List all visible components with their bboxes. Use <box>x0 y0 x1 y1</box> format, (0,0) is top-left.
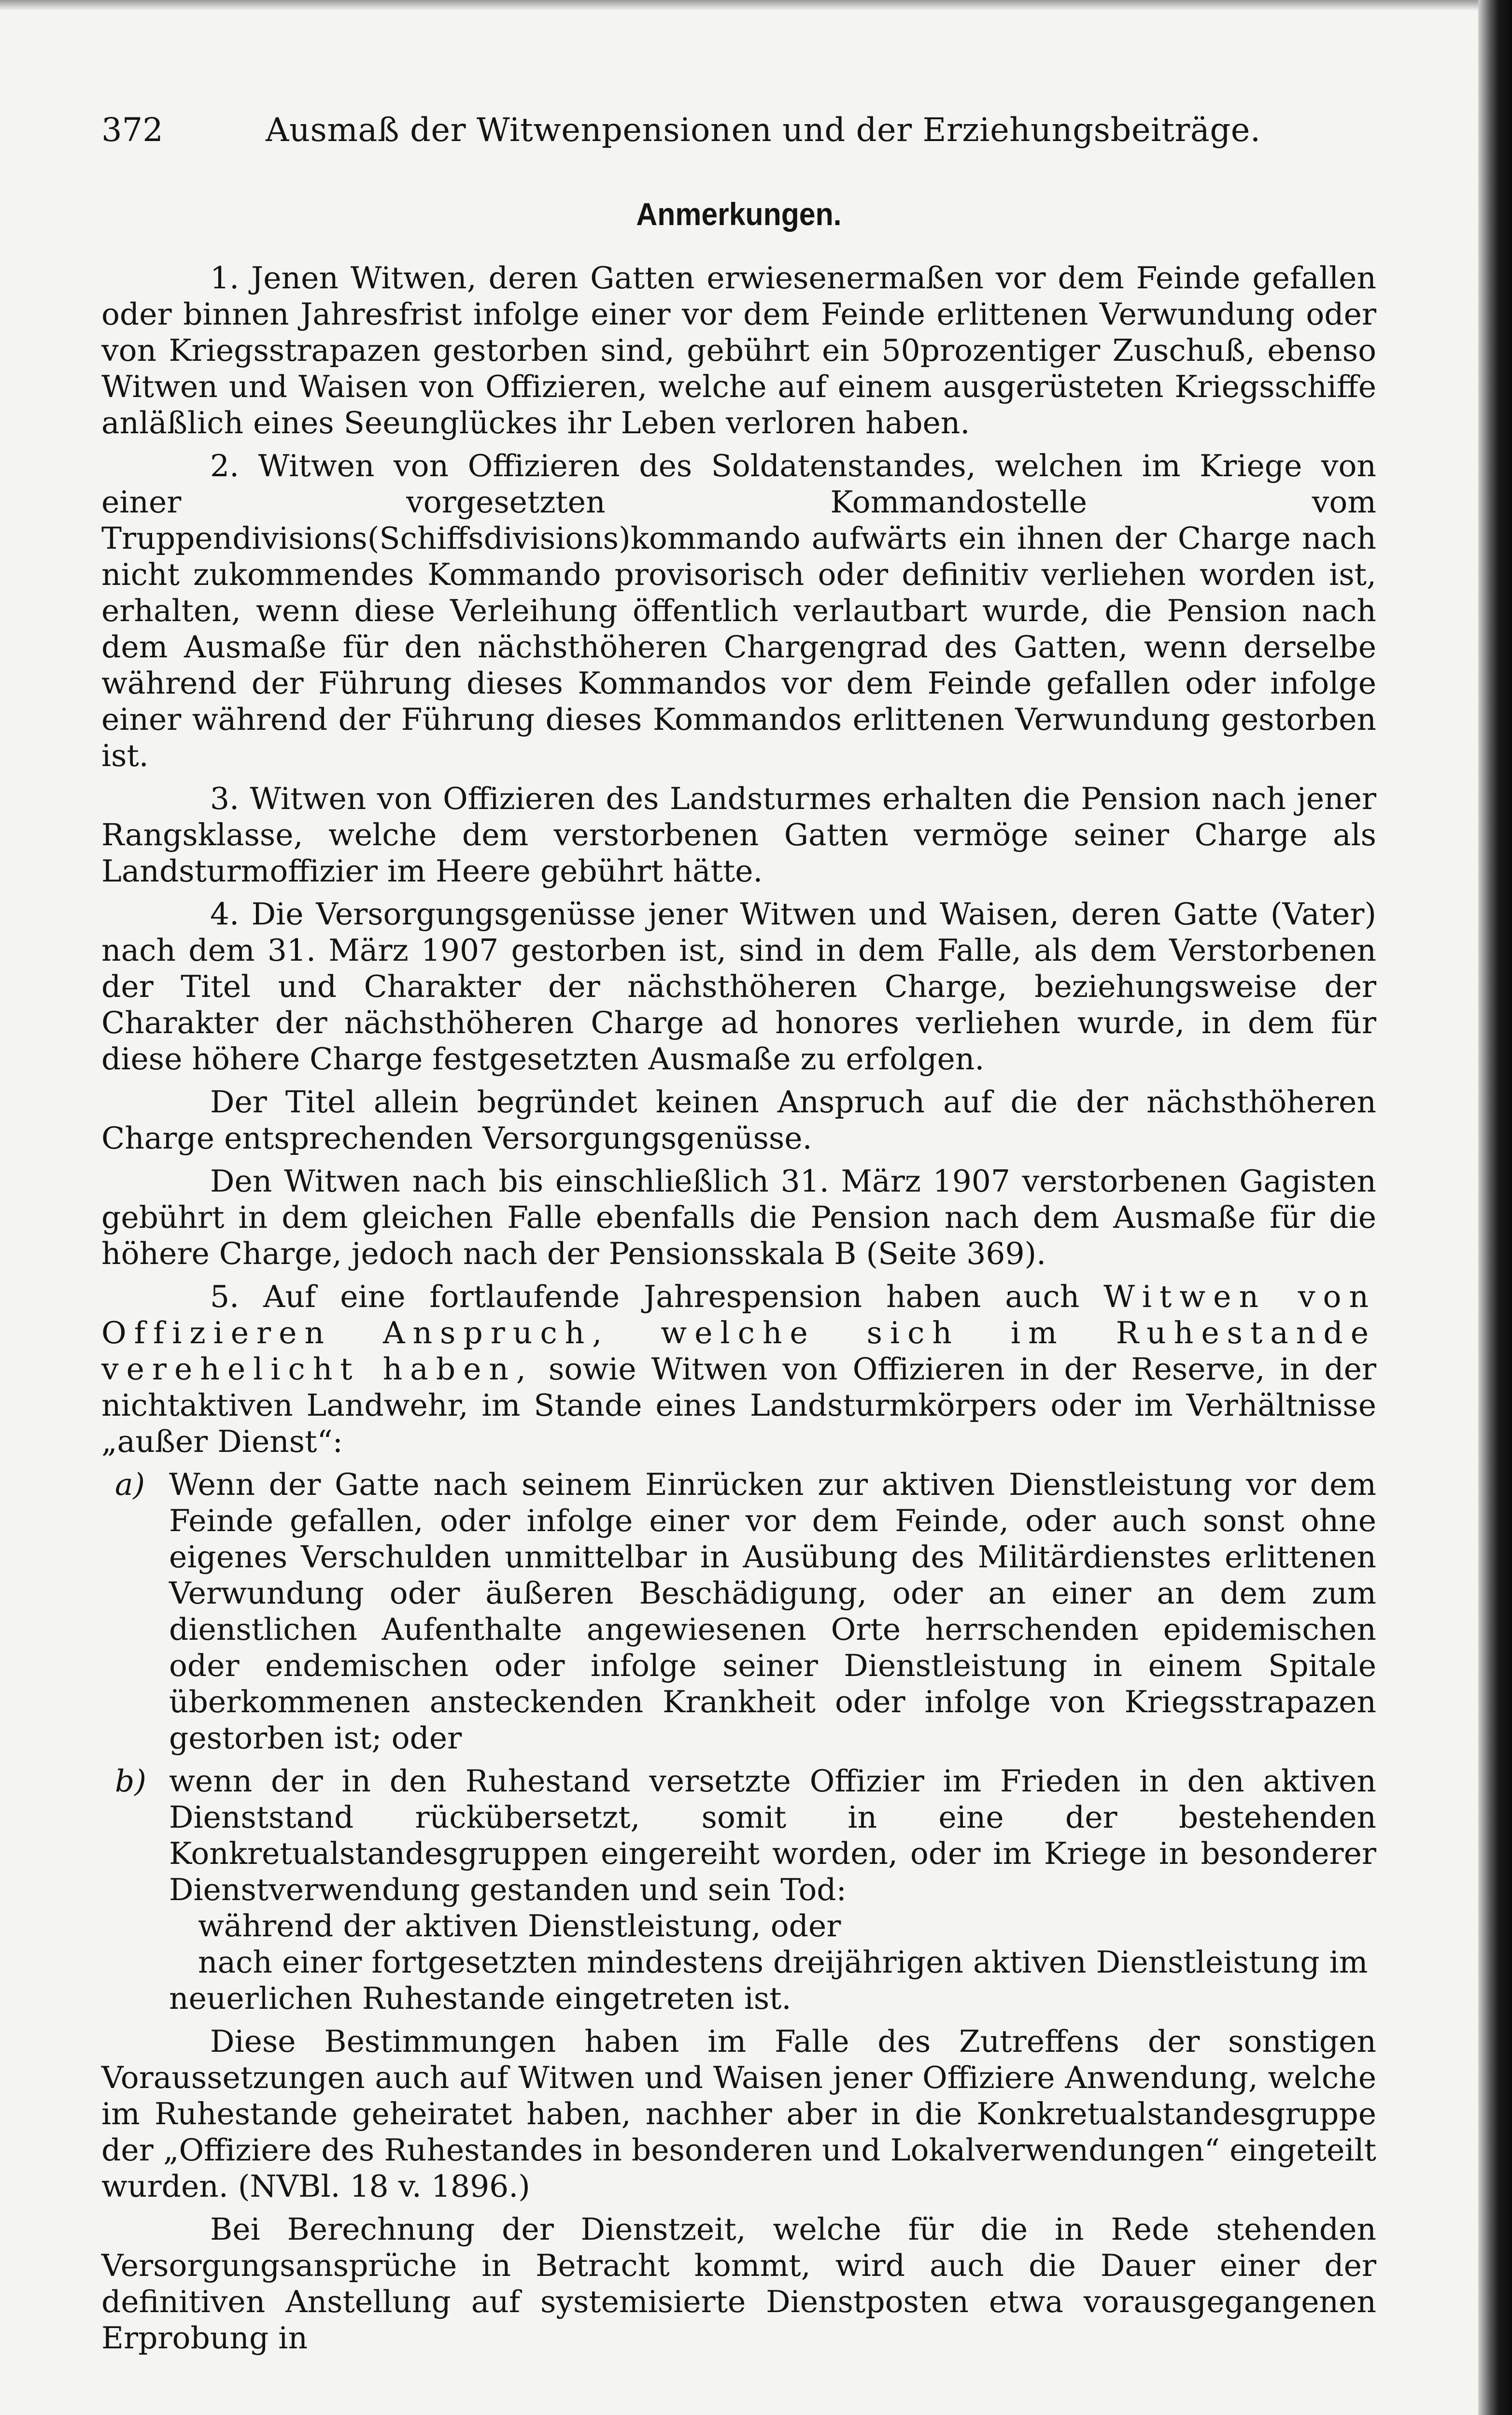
note-3: 3. Witwen von Offizieren des Landsturmes erhalten die Pension nach jener Rangsklasse, welche dem verstorbenen Gatten vermöge seiner Charge als Landsturmoffizier im Heere gebührt hätte. <box>101 781 1376 889</box>
scan-page-edge <box>1478 0 1512 2415</box>
item-b-label: b) <box>115 1763 146 1799</box>
page-number: 372 <box>101 111 163 149</box>
item-b-line-1: während der aktiven Dienstleistung, oder <box>198 1908 841 1944</box>
item-a <box>101 1466 1376 1756</box>
note-1: 1. Jenen Witwen, deren Gatten erwiesenermaßen vor dem Feinde gefallen oder binnen Jahresfrist infolge einer vor dem Feinde erlittenen Verwundung oder von Kriegsstrapazen gestorben sind, gebührt ein 50prozentiger Zuschuß, ebenso Witwen und Waisen von Offizieren, welche auf einem ausgerüsteten Kriegsschiffe anläßlich eines Seeunglückes ihr Leben verloren haben. <box>101 260 1376 440</box>
notes-body <box>101 260 1376 2363</box>
running-header <box>101 108 1376 152</box>
scan-top-edge <box>0 0 1512 11</box>
running-title: Ausmaß der Witwenpensionen und der Erziehungsbeiträge. <box>266 111 1261 149</box>
note-4-titel: Der Titel allein begründet keinen Anspruch auf die der nächsthöheren Charge entsprechenden Versorgungsgenüsse. <box>101 1084 1376 1156</box>
note-5-spaced: Witwen von Offizieren Anspruch, welche sich im Ruhestande verehelicht haben, <box>101 1279 1376 1387</box>
note-5 <box>101 1279 1376 1460</box>
note-bestimmungen: Diese Bestimmungen haben im Falle des Zutreffens der sonstigen Voraussetzungen auch auf Witwen und Waisen jener Offiziere Anwendung, welche im Ruhestande geheiratet haben, nachher aber in die Konkretualstandesgruppe der „Offiziere des Ruhestandes in besonderen und Lokalverwendungen“ eingeteilt wurden. (NVBl. 18 v. 1896.) <box>101 2024 1376 2204</box>
item-b-text: wenn der in den Ruhestand versetzte Offizier im Frieden in den aktiven Dienststand rückübersetzt, somit in eine der bestehenden Konkretualstandesgruppen eingereiht worden, oder im Kriege in besonderer Dienstverwendung gestanden und sein Tod: <box>169 1763 1376 1907</box>
item-a-label: a) <box>115 1467 145 1502</box>
note-4-gagisten: Den Witwen nach bis einschließlich 31. März 1907 verstorbenen Gagisten gebührt in dem gleichen Falle ebenfalls die Pension nach dem Ausmaße für die höhere Charge, jedoch nach der Pensionsskala B (Seite 369). <box>101 1164 1376 1271</box>
note-5-start: 5. Auf eine fortlaufende Jahrespension haben auch <box>210 1279 1080 1314</box>
section-heading: Anmerkungen. <box>636 196 842 232</box>
item-a-text: Wenn der Gatte nach seinem Einrücken zur aktiven Dienstleistung vor dem Feinde gefallen, oder infolge einer vor dem Feinde, oder auch sonst ohne eigenes Verschulden unmittelbar in Ausübung des Militärdienstes erlittenen Verwundung oder äußeren Beschädigung, oder an einer an dem zum dienstlichen Aufenthalte angewiesenen Orte herrschenden epidemischen oder endemischen oder infolge seiner Dienstleistung in einem Spitale überkommenen ansteckenden Krankheit oder infolge von Kriegsstrapazen gestorben ist; oder <box>169 1467 1376 1756</box>
item-b-line-2: nach einer fortgesetzten mindestens dreijährigen aktiven Dienstleistung im neuerlichen Ruhestande eingetreten ist. <box>169 1945 1368 2016</box>
note-2: 2. Witwen von Offizieren des Soldatenstandes, welchen im Kriege von einer vorgesetzten Kommandostelle vom Truppendivisions(Schiffsdivisions)kommando aufwärts ein ihnen der Charge nach nicht zukommendes Kommando provisorisch oder definitiv verliehen worden ist, erhalten, wenn diese Verleihung öffentlich verlautbart wurde, die Pension nach dem Ausmaße für den nächsthöheren Chargengrad des Gatten, wenn derselbe während der Führung dieses Kommandos vor dem Feinde gefallen oder infolge einer während der Führung dieses Kommandos erlittenen Verwundung gestorben ist. <box>101 448 1376 773</box>
note-berechnung: Bei Berechnung der Dienstzeit, welche für die in Rede stehenden Versorgungsansprüche in Betracht kommt, wird auch die Dauer einer der definitiven Anstellung auf systemisierte Dienstposten etwa vorausgegangenen Erprobung in <box>101 2212 1376 2356</box>
note-4: 4. Die Versorgungsgenüsse jener Witwen und Waisen, deren Gatte (Vater) nach dem 31. März 1907 gestorben ist, sind in dem Falle, als dem Verstorbenen der Titel und Charakter der nächsthöheren Charge, beziehungsweise der Charakter der nächsthöheren Charge ad honores verliehen wurde, in dem für diese höhere Charge festgesetzten Ausmaße zu erfolgen. <box>101 896 1376 1077</box>
note-5-end: sowie Witwen von Offizieren in der Reserve, in der nichtaktiven Landwehr, im Stande eines Landsturmkörpers oder im Verhältnisse „außer Dienst“: <box>101 1351 1377 1459</box>
item-b <box>101 1763 1376 2017</box>
